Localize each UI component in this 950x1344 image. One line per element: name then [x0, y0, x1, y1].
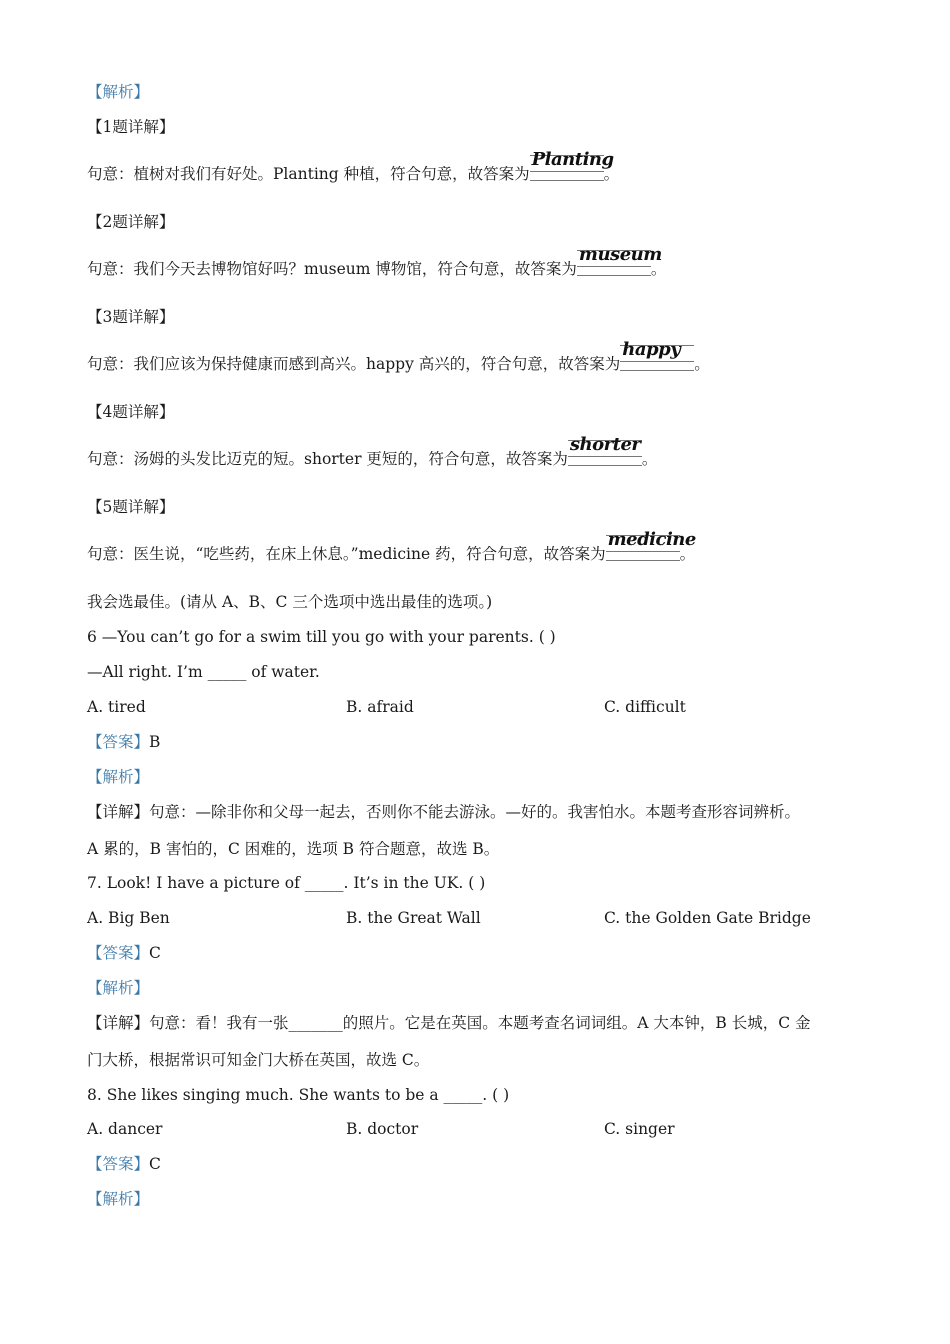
q6-detail-line2: A 累的，B 害怕的，C 困难的，选项 B 符合题意，故选 B。 — [87, 840, 500, 858]
q6-jiexi: 【解析】 — [87, 768, 150, 786]
q8-option-c: C. singer — [604, 1120, 675, 1138]
q1-text: 句意：植树对我们有好处。Planting 种植，符合句意，故答案为 — [87, 165, 530, 183]
q1-answer-text: Planting — [531, 149, 614, 170]
q5-explanation — [87, 529, 696, 565]
q7-jiexi: 【解析】 — [87, 979, 150, 997]
q7-detail-line2: 门大桥，根据常识可知金门大桥在英国，故选 C。 — [87, 1051, 430, 1069]
q3-answer-text: happy — [622, 339, 681, 360]
q7-answer — [87, 942, 161, 964]
q2-end: 。 — [650, 260, 667, 278]
q6-detail-line1 — [87, 801, 800, 823]
q8-answer-label: 【答案】 — [87, 1155, 150, 1173]
q2-answer-text: museum — [578, 244, 662, 265]
q8-option-a: A. dancer — [87, 1120, 163, 1138]
q2-explanation — [87, 244, 667, 280]
q1-title: 【1题详解】 — [87, 118, 175, 136]
q6-option-a: A. tired — [87, 698, 146, 716]
q6-answer-value: B — [149, 733, 161, 751]
q1-handwritten-answer — [530, 149, 614, 185]
q8-stem: 8. She likes singing much. She wants to be a _____. ( ) — [87, 1086, 510, 1104]
q4-explanation — [87, 434, 658, 470]
q7-option-c: C. the Golden Gate Bridge — [604, 909, 811, 927]
q2-title: 【2题详解】 — [87, 213, 175, 231]
q7-option-a: A. Big Ben — [87, 909, 170, 927]
q6-option-c: C. difficult — [604, 698, 686, 716]
q6-answer — [87, 731, 160, 753]
q1-end: 。 — [603, 165, 620, 183]
q3-end: 。 — [694, 355, 710, 373]
q5-handwritten-answer — [606, 529, 696, 565]
part-title: 我会选最佳。(请从 A、B、C 三个选项中选出最佳的选项。) — [87, 593, 493, 611]
q4-end: 。 — [641, 450, 658, 468]
q3-explanation — [87, 339, 710, 375]
q4-answer-text: shorter — [569, 434, 641, 455]
q7-detail-line1 — [87, 1012, 811, 1034]
q6-detail-text1: 句意：—除非你和父母一起去，否则你不能去游泳。—好的。我害怕水。本题考查形容词辨析。 — [149, 803, 801, 821]
q3-handwritten-answer — [620, 339, 694, 375]
section-header-jiexi: 【解析】 — [87, 83, 150, 101]
q6-answer-label: 【答案】 — [87, 733, 150, 751]
q5-answer-text: medicine — [607, 529, 696, 550]
q7-answer-label: 【答案】 — [87, 944, 150, 962]
q4-handwritten-answer — [568, 434, 642, 470]
q7-answer-value: C — [149, 944, 161, 962]
q8-answer — [87, 1153, 161, 1175]
q8-option-b: B. doctor — [346, 1120, 419, 1138]
q2-handwritten-answer — [577, 244, 662, 280]
q7-stem: 7. Look! I have a picture of _____. It’s in the UK. ( ) — [87, 874, 486, 892]
q6-stem-line2: —All right. I’m _____ of water. — [87, 663, 320, 681]
q5-title: 【5题详解】 — [87, 498, 175, 516]
q4-text: 句意：汤姆的头发比迈克的短。shorter 更短的，符合句意，故答案为 — [87, 450, 568, 468]
q3-title: 【3题详解】 — [87, 308, 175, 326]
q4-title: 【4题详解】 — [87, 403, 175, 421]
q1-explanation — [87, 149, 620, 185]
q8-answer-value: C — [149, 1155, 161, 1173]
q8-jiexi: 【解析】 — [87, 1190, 150, 1208]
q5-end: 。 — [679, 545, 696, 563]
q7-detail-text1: 句意：看！我有一张_______的照片。它是在英国。本题考查名词词组。A 大本钟，B 长城，C 金 — [149, 1014, 811, 1032]
q7-detail-label: 【详解】 — [87, 1014, 150, 1032]
q3-text: 句意：我们应该为保持健康而感到高兴。happy 高兴的，符合句意，故答案为 — [87, 355, 621, 373]
q5-text: 句意：医生说，“吃些药，在床上休息。”medicine 药，符合句意，故答案为 — [87, 545, 606, 563]
q2-text: 句意：我们今天去博物馆好吗？museum 博物馆，符合句意，故答案为 — [87, 260, 577, 278]
q7-option-b: B. the Great Wall — [346, 909, 481, 927]
q6-option-b: B. afraid — [346, 698, 414, 716]
q6-stem-line1: 6 —You can’t go for a swim till you go with your parents. ( ) — [87, 628, 556, 646]
q6-detail-label: 【详解】 — [87, 803, 150, 821]
